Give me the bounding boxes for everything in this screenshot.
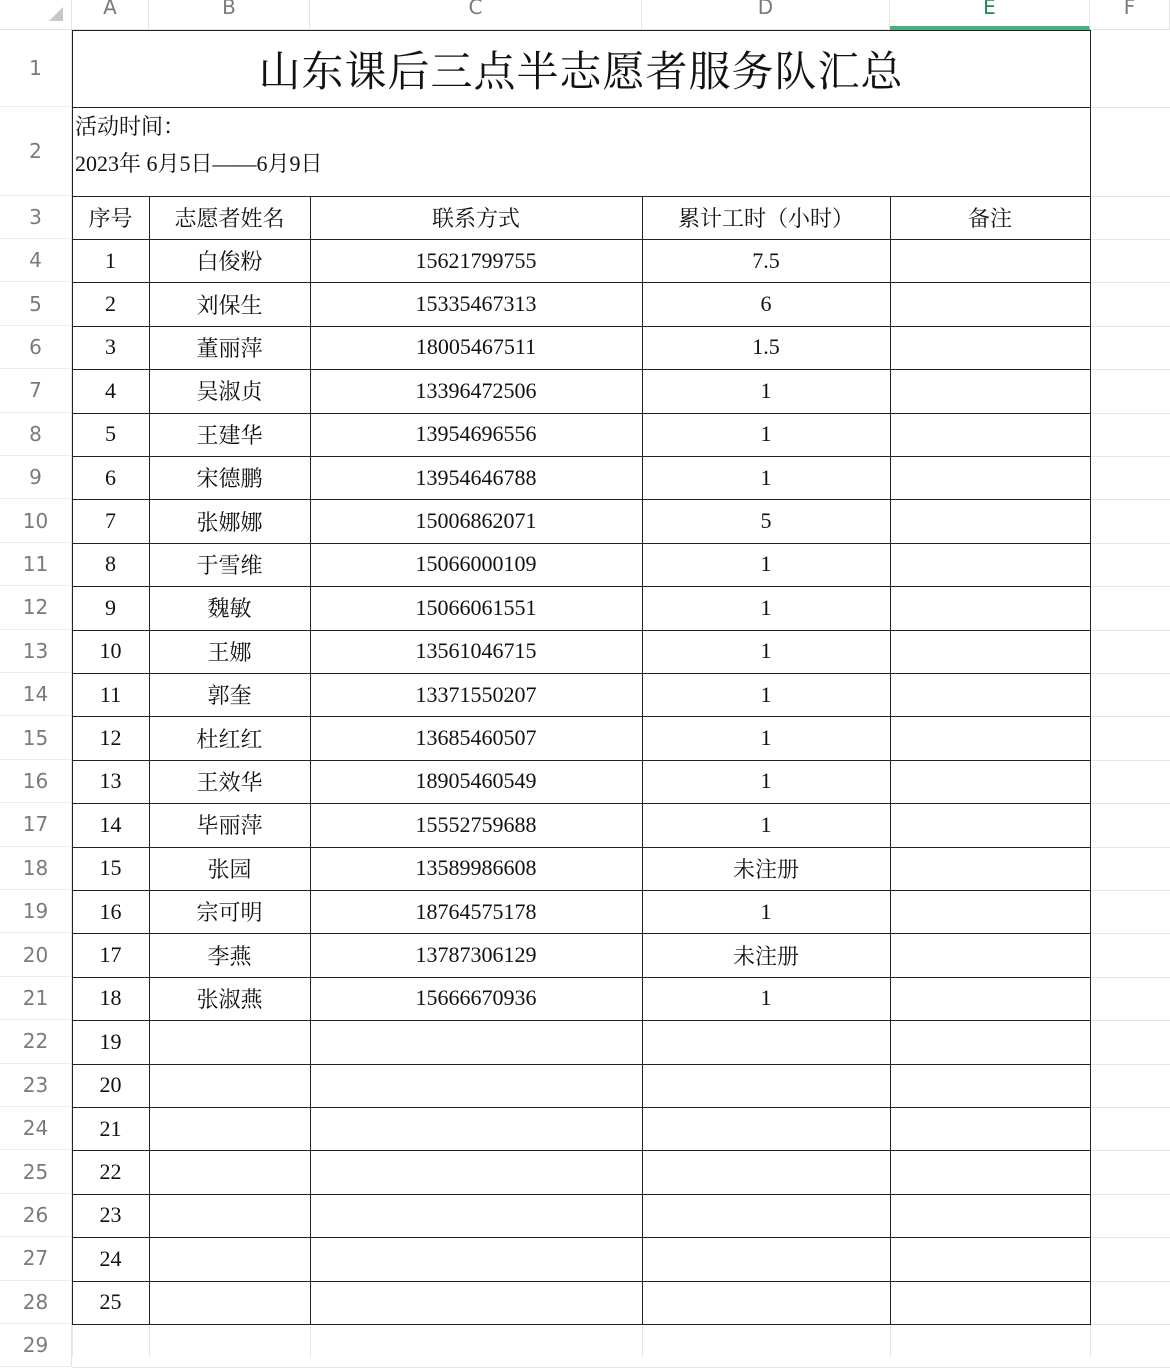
table-cell[interactable]: 1.5 <box>752 334 780 360</box>
table-border <box>72 716 1091 717</box>
table-cell[interactable]: 于雪维 <box>196 553 263 579</box>
table-cell[interactable]: 1 <box>760 681 772 707</box>
table-cell[interactable]: 13371550207 <box>415 681 537 707</box>
sheet-title: 山东课后三点半志愿者服务队汇总 <box>258 46 904 96</box>
table-border <box>72 630 1091 631</box>
table-cell[interactable] <box>149 1107 310 1150</box>
table-cell[interactable] <box>890 586 1090 629</box>
table-cell[interactable]: 王娜 <box>207 640 252 666</box>
row-header-24[interactable]: 24 <box>0 1107 72 1150</box>
table-cell[interactable]: 宋德鹏 <box>196 467 263 493</box>
gridline <box>1090 1107 1170 1108</box>
row-header-2[interactable]: 2 <box>0 107 72 196</box>
table-cell[interactable] <box>890 1194 1090 1237</box>
table-cell[interactable]: 14 <box>99 811 122 837</box>
gridline <box>1090 1020 1170 1021</box>
table-header-cell[interactable]: 序号 <box>88 207 133 232</box>
table-cell[interactable]: 1 <box>760 551 772 577</box>
table-border <box>72 1324 1091 1325</box>
row-header-28[interactable]: 28 <box>0 1281 72 1324</box>
table-cell[interactable]: 8 <box>105 551 116 577</box>
gridline <box>1090 803 1170 804</box>
table-cell[interactable]: 13561046715 <box>415 638 537 664</box>
table-border <box>72 1064 1091 1065</box>
table-border <box>72 890 1091 891</box>
row-header-7[interactable]: 7 <box>0 369 72 412</box>
table-cell[interactable] <box>642 1194 890 1237</box>
table-border <box>72 760 1091 761</box>
table-cell[interactable]: 11 <box>99 681 122 707</box>
table-border <box>72 30 1091 31</box>
column-header-a[interactable]: A <box>72 0 149 30</box>
table-cell[interactable] <box>149 1064 310 1107</box>
row-header-4[interactable]: 4 <box>0 239 72 282</box>
table-cell[interactable] <box>890 1064 1090 1107</box>
row-header-19[interactable]: 19 <box>0 890 72 933</box>
table-border <box>72 803 1091 804</box>
gridline <box>1090 716 1170 717</box>
row-header-15[interactable]: 15 <box>0 716 72 759</box>
table-cell[interactable]: 宗可明 <box>196 901 263 927</box>
row-header-20[interactable]: 20 <box>0 933 72 976</box>
gridline <box>1090 107 1170 108</box>
table-border <box>72 456 1091 457</box>
table-border <box>72 1020 1091 1021</box>
table-cell[interactable] <box>642 1281 890 1324</box>
table-cell[interactable] <box>890 326 1090 369</box>
table-cell[interactable]: 董丽萍 <box>196 336 263 362</box>
table-cell[interactable]: 18764575178 <box>415 898 537 924</box>
table-cell[interactable] <box>890 803 1090 846</box>
table-cell[interactable] <box>890 760 1090 803</box>
table-cell[interactable] <box>890 1150 1090 1193</box>
table-cell[interactable]: 13685460507 <box>415 725 537 751</box>
table-cell[interactable] <box>310 1150 642 1193</box>
table-cell[interactable] <box>310 1064 642 1107</box>
column-header-f[interactable]: F <box>1090 0 1170 30</box>
activity-dates: 2023年 6月5日——6月9日 <box>75 151 323 176</box>
table-cell[interactable] <box>310 1237 642 1280</box>
table-cell[interactable]: 18 <box>99 985 122 1011</box>
table-cell[interactable] <box>149 1281 310 1324</box>
row-header-12[interactable]: 12 <box>0 586 72 629</box>
table-border <box>72 933 1091 934</box>
table-cell[interactable]: 1 <box>760 898 772 924</box>
gridline <box>1090 543 1170 544</box>
table-cell[interactable]: 15006862071 <box>415 508 537 534</box>
gridline <box>149 1324 150 1357</box>
table-cell[interactable]: 20 <box>99 1072 122 1098</box>
table-cell[interactable]: 15066000109 <box>415 551 537 577</box>
gridline <box>1090 890 1170 891</box>
table-cell[interactable]: 未注册 <box>732 944 799 970</box>
table-cell[interactable]: 魏敏 <box>207 597 252 623</box>
table-cell[interactable]: 16 <box>99 898 122 924</box>
table-cell[interactable]: 15621799755 <box>415 247 537 273</box>
table-cell[interactable] <box>149 1194 310 1237</box>
table-cell[interactable]: 10 <box>99 638 122 664</box>
row-header-10[interactable]: 10 <box>0 499 72 542</box>
table-cell[interactable] <box>890 543 1090 586</box>
table-border <box>72 673 1091 674</box>
table-border <box>72 1107 1091 1108</box>
table-cell[interactable]: 王效华 <box>196 770 263 796</box>
table-border <box>72 239 1091 240</box>
gridline <box>1090 1324 1091 1357</box>
table-border <box>72 107 1091 108</box>
table-cell[interactable]: 张园 <box>207 857 252 883</box>
table-cell[interactable] <box>310 1107 642 1150</box>
row-header-25[interactable]: 25 <box>0 1150 72 1193</box>
table-cell[interactable]: 24 <box>99 1245 122 1271</box>
gridline <box>1090 1324 1170 1325</box>
gridline <box>1090 456 1170 457</box>
table-cell[interactable]: 21 <box>99 1115 122 1141</box>
row-header-17[interactable]: 17 <box>0 803 72 846</box>
table-cell[interactable]: 张娜娜 <box>196 510 263 536</box>
table-border <box>310 196 311 1324</box>
table-cell[interactable]: 15066061551 <box>415 594 537 620</box>
table-cell[interactable]: 15 <box>99 855 122 881</box>
table-header-cell[interactable]: 志愿者姓名 <box>174 207 285 232</box>
row-header-14[interactable]: 14 <box>0 673 72 716</box>
table-cell[interactable]: 23 <box>99 1202 122 1228</box>
table-cell[interactable]: 7.5 <box>752 247 780 273</box>
gridline <box>1090 369 1170 370</box>
table-cell[interactable]: 杜红红 <box>196 727 263 753</box>
table-cell[interactable]: 7 <box>105 508 116 534</box>
gridline <box>1090 1064 1170 1065</box>
table-cell[interactable]: 13954696556 <box>415 421 537 447</box>
table-cell[interactable]: 张淑燕 <box>196 987 263 1013</box>
table-border <box>72 543 1091 544</box>
table-border <box>72 1281 1091 1282</box>
table-cell[interactable]: 3 <box>105 334 116 360</box>
gridline <box>310 1324 311 1357</box>
table-cell[interactable]: 13589986608 <box>415 855 537 881</box>
gridline <box>1090 1237 1170 1238</box>
table-cell[interactable]: 郭奎 <box>207 684 252 710</box>
row-header-29[interactable]: 29 <box>0 1324 72 1367</box>
table-cell[interactable]: 未注册 <box>732 857 799 883</box>
table-border <box>72 30 73 1324</box>
select-all-corner[interactable] <box>0 0 72 30</box>
table-cell[interactable]: 25 <box>99 1289 122 1315</box>
table-cell[interactable] <box>642 1064 890 1107</box>
gridline <box>1090 1150 1170 1151</box>
gridline <box>1090 282 1170 283</box>
gridline <box>890 1324 891 1357</box>
row-header-9[interactable]: 9 <box>0 456 72 499</box>
table-cell[interactable] <box>890 890 1090 933</box>
table-border <box>72 1237 1091 1238</box>
table-cell[interactable]: 13787306129 <box>415 942 537 968</box>
gridline <box>1090 673 1170 674</box>
table-cell[interactable]: 15552759688 <box>415 811 537 837</box>
column-header-e[interactable]: E <box>890 0 1090 30</box>
row-header-3[interactable]: 3 <box>0 196 72 239</box>
table-border <box>72 1194 1091 1195</box>
table-cell[interactable]: 1 <box>760 811 772 837</box>
table-cell[interactable] <box>890 847 1090 890</box>
table-cell[interactable]: 王建华 <box>196 423 263 449</box>
table-cell[interactable] <box>890 413 1090 456</box>
table-cell[interactable]: 刘保生 <box>196 293 263 319</box>
table-border <box>72 847 1091 848</box>
table-cell[interactable] <box>890 1107 1090 1150</box>
table-cell[interactable] <box>642 1020 890 1063</box>
column-header-b[interactable]: B <box>149 0 310 30</box>
gridline <box>642 1324 643 1357</box>
table-cell[interactable]: 1 <box>760 985 772 1011</box>
table-header-cell[interactable]: 备注 <box>967 207 1012 232</box>
table-cell[interactable]: 1 <box>760 421 772 447</box>
row-header-18[interactable]: 18 <box>0 847 72 890</box>
table-cell[interactable] <box>890 933 1090 976</box>
table-cell[interactable]: 12 <box>99 725 122 751</box>
table-cell[interactable] <box>149 1020 310 1063</box>
table-border <box>72 977 1091 978</box>
row-header-23[interactable]: 23 <box>0 1064 72 1107</box>
table-cell[interactable]: 5 <box>760 508 772 534</box>
table-cell[interactable]: 1 <box>760 768 772 794</box>
table-header-cell[interactable]: 累计工时（小时） <box>677 207 854 232</box>
gridline <box>72 1324 73 1357</box>
activity-info <box>75 110 323 182</box>
table-cell[interactable] <box>890 716 1090 759</box>
table-cell[interactable]: 6 <box>760 291 772 317</box>
table-cell[interactable]: 13954646788 <box>415 464 537 490</box>
table-cell[interactable]: 4 <box>105 377 116 403</box>
table-border <box>72 499 1091 500</box>
table-cell[interactable] <box>642 1150 890 1193</box>
table-cell[interactable]: 18905460549 <box>415 768 537 794</box>
table-cell[interactable]: 白俊粉 <box>196 250 263 276</box>
column-header-d[interactable]: D <box>642 0 890 30</box>
table-border <box>72 369 1091 370</box>
table-border <box>1090 30 1091 1325</box>
table-cell[interactable] <box>890 499 1090 542</box>
row-header-13[interactable]: 13 <box>0 630 72 673</box>
table-border <box>72 1150 1091 1151</box>
table-cell[interactable] <box>890 1020 1090 1063</box>
table-border <box>72 282 1091 283</box>
table-cell[interactable] <box>890 239 1090 282</box>
table-cell[interactable]: 9 <box>105 594 116 620</box>
table-cell[interactable] <box>890 369 1090 412</box>
table-cell[interactable]: 5 <box>105 421 116 447</box>
gridline <box>1090 1194 1170 1195</box>
row-header-16[interactable]: 16 <box>0 760 72 803</box>
table-cell[interactable]: 李燕 <box>207 944 252 970</box>
row-header-11[interactable]: 11 <box>0 543 72 586</box>
row-header-21[interactable]: 21 <box>0 977 72 1020</box>
row-header-8[interactable]: 8 <box>0 413 72 456</box>
table-cell[interactable] <box>890 630 1090 673</box>
gridline <box>1090 413 1170 414</box>
table-cell[interactable] <box>890 673 1090 716</box>
table-cell[interactable] <box>149 1150 310 1193</box>
table-border <box>642 196 643 1324</box>
table-cell[interactable]: 15335467313 <box>415 291 537 317</box>
gridline <box>1090 760 1170 761</box>
row-header-1[interactable]: 1 <box>0 30 72 107</box>
table-cell[interactable] <box>890 456 1090 499</box>
table-cell[interactable]: 1 <box>760 638 772 664</box>
table-cell[interactable]: 吴淑贞 <box>196 380 263 406</box>
table-cell[interactable]: 18005467511 <box>415 334 537 360</box>
table-cell[interactable]: 15666670936 <box>415 985 537 1011</box>
row-header-27[interactable]: 27 <box>0 1237 72 1280</box>
table-cell[interactable]: 22 <box>99 1159 122 1185</box>
table-cell[interactable] <box>890 1281 1090 1324</box>
table-cell[interactable]: 1 <box>105 247 116 273</box>
gridline <box>1090 239 1170 240</box>
table-border <box>149 196 150 1324</box>
row-header-26[interactable]: 26 <box>0 1194 72 1237</box>
table-cell[interactable] <box>642 1237 890 1280</box>
table-cell[interactable]: 毕丽萍 <box>196 814 263 840</box>
table-border <box>72 413 1091 414</box>
table-cell[interactable]: 1 <box>760 377 772 403</box>
gridline <box>1090 847 1170 848</box>
table-cell[interactable] <box>642 1107 890 1150</box>
activity-label: 活动时间： <box>75 115 186 140</box>
gridline <box>1090 1281 1170 1282</box>
table-border <box>72 196 1091 197</box>
gridline <box>1090 499 1170 500</box>
table-cell[interactable] <box>890 977 1090 1020</box>
gridline <box>1090 630 1170 631</box>
table-cell[interactable] <box>310 1194 642 1237</box>
table-border <box>72 326 1091 327</box>
table-cell[interactable] <box>310 1281 642 1324</box>
gridline <box>1090 933 1170 934</box>
table-cell[interactable]: 1 <box>760 464 772 490</box>
row-header-22[interactable]: 22 <box>0 1020 72 1063</box>
table-cell[interactable] <box>310 1020 642 1063</box>
row-header-5[interactable]: 5 <box>0 282 72 325</box>
gridline <box>1090 326 1170 327</box>
table-cell[interactable]: 13396472506 <box>415 377 537 403</box>
table-cell[interactable]: 19 <box>99 1028 122 1054</box>
table-cell[interactable]: 17 <box>99 942 122 968</box>
table-cell[interactable] <box>149 1237 310 1280</box>
table-cell[interactable]: 1 <box>760 725 772 751</box>
table-cell[interactable]: 1 <box>760 594 772 620</box>
row-header-6[interactable]: 6 <box>0 326 72 369</box>
table-cell[interactable] <box>890 282 1090 325</box>
select-all-icon <box>49 7 63 21</box>
gridline <box>1090 586 1170 587</box>
table-cell[interactable]: 6 <box>105 464 116 490</box>
gridline <box>1090 196 1170 197</box>
table-cell[interactable] <box>890 1237 1090 1280</box>
table-cell[interactable]: 2 <box>105 291 116 317</box>
column-header-c[interactable]: C <box>310 0 642 30</box>
table-header-cell[interactable]: 联系方式 <box>431 207 520 232</box>
table-border <box>72 586 1091 587</box>
table-border <box>890 196 891 1324</box>
gridline <box>1090 977 1170 978</box>
table-cell[interactable]: 13 <box>99 768 122 794</box>
